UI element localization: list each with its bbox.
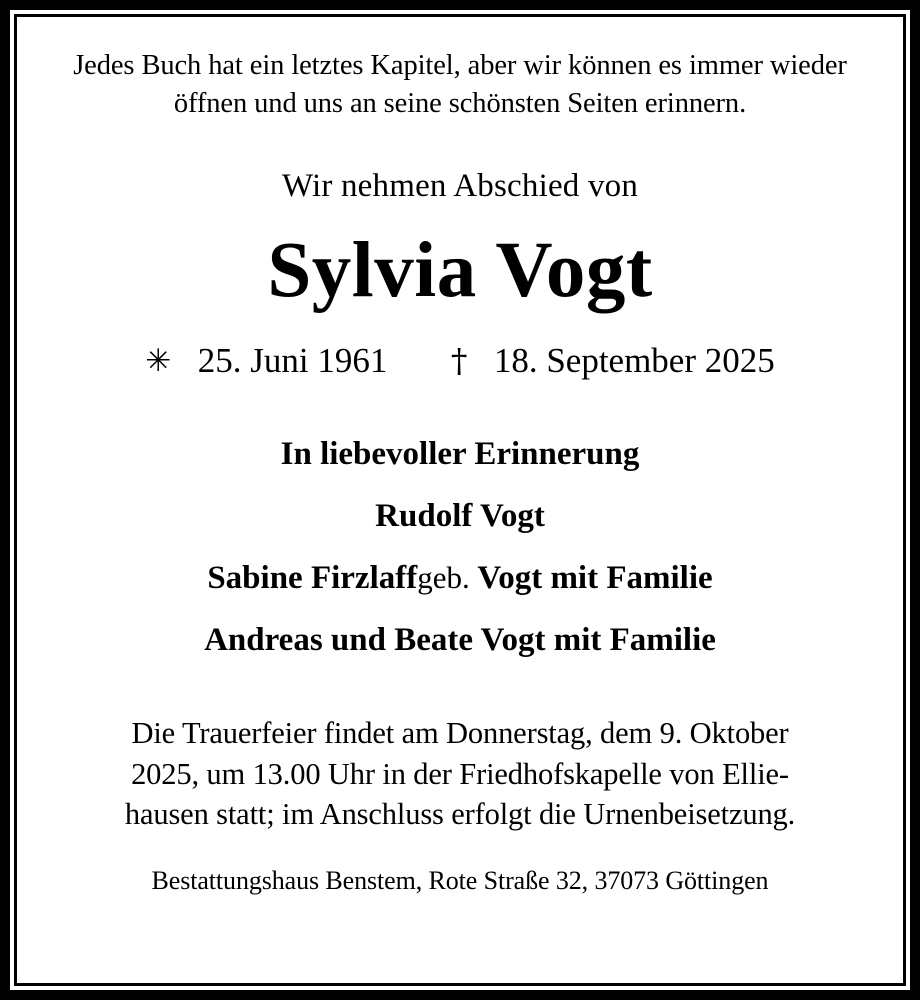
service-details [51,713,869,836]
obituary-notice-inner [14,14,906,986]
service-line-2: 2025, um 13.00 Uhr in der Friedhofskapelle von Ellie- [131,756,789,791]
life-dates [51,340,869,382]
mourner-line-3: Andreas und Beate Vogt mit Familie [204,621,716,658]
epigraph-quote [51,47,869,123]
mourner-line-1: Rudolf Vogt [375,497,545,534]
service-line-3: hausen statt; im Anschluss erfolgt die Urnenbeisetzung. [124,797,796,832]
service-line-1: Die Trauerfeier findet am Donnerstag, dem 9. Oktober [131,715,789,750]
birth-asterisk-icon: ✳ [145,342,172,379]
mourner-line-2-nee: geb. [417,559,470,595]
mourners-heading: In liebevoller Erinnerung [280,435,640,472]
undertaker-info: Bestattungshaus Benstem, Rote Straße 32, 37073 Göttingen [151,866,769,896]
epigraph-line-2: öffnen und uns an seine schönsten Seiten erinnern. [173,87,747,119]
death-date: 18. September 2025 [493,340,775,380]
farewell-line: Wir nehmen Abschied von [281,167,639,204]
mourners-section [51,435,869,658]
mourner-line-2-name: Sabine Firzlaff [207,559,418,596]
death-cross-icon: † [450,340,468,380]
deceased-name: Sylvia Vogt [267,227,653,315]
birth-date: 25. Juni 1961 [197,340,388,380]
epigraph-line-1: Jedes Buch hat ein letztes Kapitel, aber wir können es immer wieder [73,50,847,81]
mourner-line-2-rest: Vogt mit Familie [477,559,713,596]
mourner-line-2 [51,559,869,596]
